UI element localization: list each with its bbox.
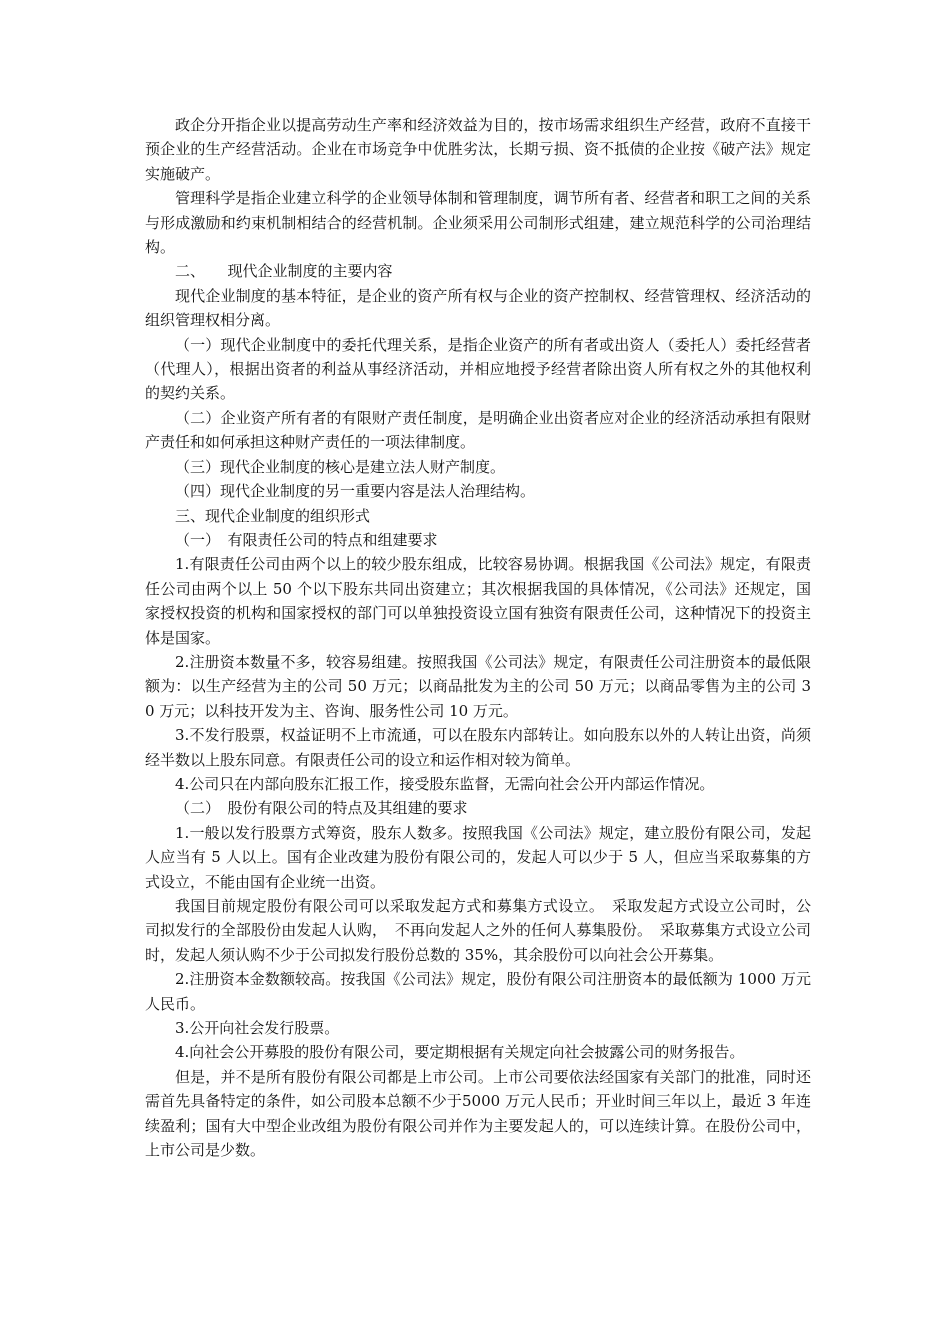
document-body bbox=[145, 113, 811, 1162]
paragraph-core-legal-person: （三）现代企业制度的核心是建立法人财产制度。 bbox=[175, 457, 506, 476]
paragraph-llc-point-4: 4.公司只在内部向股东汇报工作，接受股东监督，无需向社会公开内部运作情况。 bbox=[175, 774, 715, 793]
paragraph-limited-liability: （二）企业资产所有者的有限财产责任制度，是明确企业出资者应对企业的经济活动承担有限财产责任和如何承担这种财产责任的一项法律制度。 bbox=[145, 408, 811, 452]
section-heading-3: 三、现代企业制度的组织形式 bbox=[175, 506, 371, 525]
paragraph-llc-point-2: 2.注册资本数量不多，较容易组建。按照我国《公司法》规定，有限责任公司注册资本的最低限额为：以生产经营为主的公司 50 万元；以商品批发为主的公司 50 万元；以商品零售为主的公司 30 万元；以科技开发为主、咨询、服务性公司 10 万元。 bbox=[145, 652, 811, 720]
paragraph-jsc-establishment: 我国目前规定股份有限公司可以采取发起方式和募集方式设立。 采取发起方式设立公司时，公司拟发行的全部股份由发起人认购， 不再向发起人之外的任何人募集股份。 采取募集方式设立公司时，发起人须认购不少于公司拟发行股份总数的 35%，其余股份可以向社会公开募集。 bbox=[145, 897, 811, 964]
paragraph-jsc-point-1: 1.一般以发行股票方式筹资，股东人数多。按照我国《公司法》规定，建立股份有限公司，发起人应当有 5 人以上。国有企业改建为股份有限公司的，发起人可以少于 5 人，但应当采取募集的方式设立，不能由国有企业统一出资。 bbox=[145, 823, 811, 891]
paragraph-separation-of-government: 政企分开指企业以提高劳动生产率和经济效益为目的，按市场需求组织生产经营，政府不直接干预企业的生产经营活动。企业在市场竞争中优胜劣汰，长期亏损、资不抵债的企业按《破产法》规定实施破产。 bbox=[145, 116, 811, 183]
paragraph-jsc-point-3: 3.公开向社会发行股票。 bbox=[175, 1019, 340, 1038]
paragraph-scientific-management: 管理科学是指企业建立科学的企业领导体制和管理制度，调节所有者、经营者和职工之间的关系与形成激励和约束机制相结合的经营机制。企业须采用公司制形式组建，建立规范科学的公司治理结构。 bbox=[145, 189, 811, 257]
paragraph-llc-point-3: 3.不发行股票，权益证明不上市流通，可以在股东内部转让。如向股东以外的人转让出资，尚须经半数以上股东同意。有限责任公司的设立和运作相对较为简单。 bbox=[145, 726, 811, 769]
paragraph-principal-agent: （一）现代企业制度中的委托代理关系，是指企业资产的所有者或出资人（委托人）委托经营者（代理人），根据出资者的利益从事经济活动，并相应地授予经营者除出资人所有权之外的其他权利的契约关系。 bbox=[145, 335, 811, 403]
subsection-heading-llc: （一） 有限责任公司的特点和组建要求 bbox=[175, 530, 438, 549]
subsection-heading-jsc: （二） 股份有限公司的特点及其组建的要求 bbox=[175, 799, 468, 818]
paragraph-jsc-point-2: 2.注册资本金数额较高。按我国《公司法》规定，股份有限公司注册资本的最低额为 1000 万元人民币。 bbox=[145, 970, 811, 1013]
section-heading-2: 二、 现代企业制度的主要内容 bbox=[175, 262, 393, 281]
paragraph-basic-features: 现代企业制度的基本特征，是企业的资产所有权与企业的资产控制权、经营管理权、经济活动的组织管理权相分离。 bbox=[145, 286, 811, 330]
paragraph-llc-point-1: 1.有限责任公司由两个以上的较少股东组成，比较容易协调。根据我国《公司法》规定，有限责任公司由两个以上 50 个以下股东共同出资建立；其次根据我国的具体情况，《公司法》还规定，国家授权投资的机构和国家授权的部门可以单独投资设立国有独资有限责任公司，这种情况下的投资主体是国家。 bbox=[145, 555, 811, 647]
paragraph-jsc-point-4: 4.向社会公开募股的股份有限公司，要定期根据有关规定向社会披露公司的财务报告。 bbox=[175, 1043, 745, 1062]
paragraph-governance: （四）现代企业制度的另一重要内容是法人治理结构。 bbox=[175, 482, 536, 501]
paragraph-listed-companies: 但是，并不是所有股份有限公司都是上市公司。上市公司要依法经国家有关部门的批准，同时还需首先具备特定的条件，如公司股本总额不少于5000 万元人民币；开业时间三年以上，最近 3 年连续盈利；国有大中型企业改组为股份有限公司并作为主要发起人的，可以连续计算。在股份公司中，上市公司是少数。 bbox=[145, 1067, 811, 1160]
